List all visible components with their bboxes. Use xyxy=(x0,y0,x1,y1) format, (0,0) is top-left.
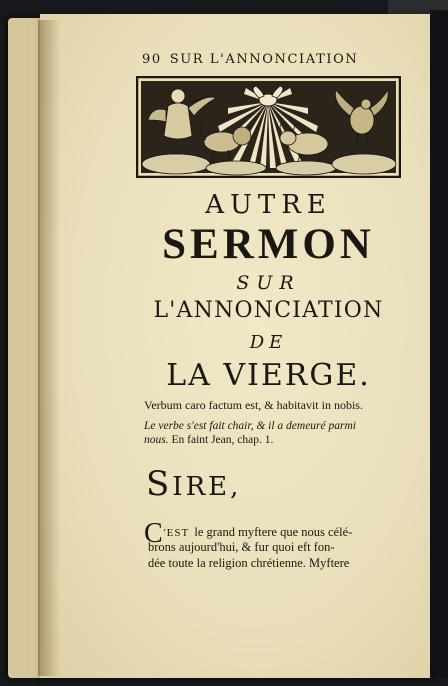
epigraph-latin: Verbum caro factum est, & habitavit in nobis. xyxy=(144,398,363,412)
dark-background-edge xyxy=(430,10,448,678)
title-line-autre: AUTRE xyxy=(205,190,332,220)
running-title: SUR L'ANNONCIATION xyxy=(169,52,359,67)
epigraph-reference: En faint Jean, chap. 1. xyxy=(171,434,274,446)
address-rest: IRE, xyxy=(172,472,242,502)
title-line-sermon: SERMON xyxy=(162,221,375,268)
epigraph-reference-line xyxy=(144,434,404,446)
address-initial: S xyxy=(146,464,173,504)
woodcut-headpiece-icon xyxy=(136,76,401,178)
title-line-de: DE xyxy=(249,332,288,353)
address-sire xyxy=(146,464,241,504)
title-line-sur: SUR xyxy=(236,272,301,294)
spine-shadow xyxy=(38,20,60,676)
page-number: 90 xyxy=(142,52,162,67)
body-line-1-rest: le grand myftere que nous célé- xyxy=(194,525,353,539)
small-caps-word: 'EST xyxy=(163,527,190,539)
body-line-2: brons aujourd'hui, & fur quoi eft fon- xyxy=(148,540,335,554)
title-line-vierge: LA VIERGE. xyxy=(166,358,371,393)
body-line-3: dée toute la religion chrétienne. Myftere xyxy=(148,556,350,570)
epigraph-french: Le verbe s'est fait chair, & il a demeuré parmi xyxy=(144,420,356,432)
running-head xyxy=(142,52,382,67)
drop-initial: C xyxy=(144,518,164,549)
epigraph-french-end: nous. xyxy=(144,434,169,446)
title-line-annonciation: L'ANNONCIATION xyxy=(153,298,384,323)
